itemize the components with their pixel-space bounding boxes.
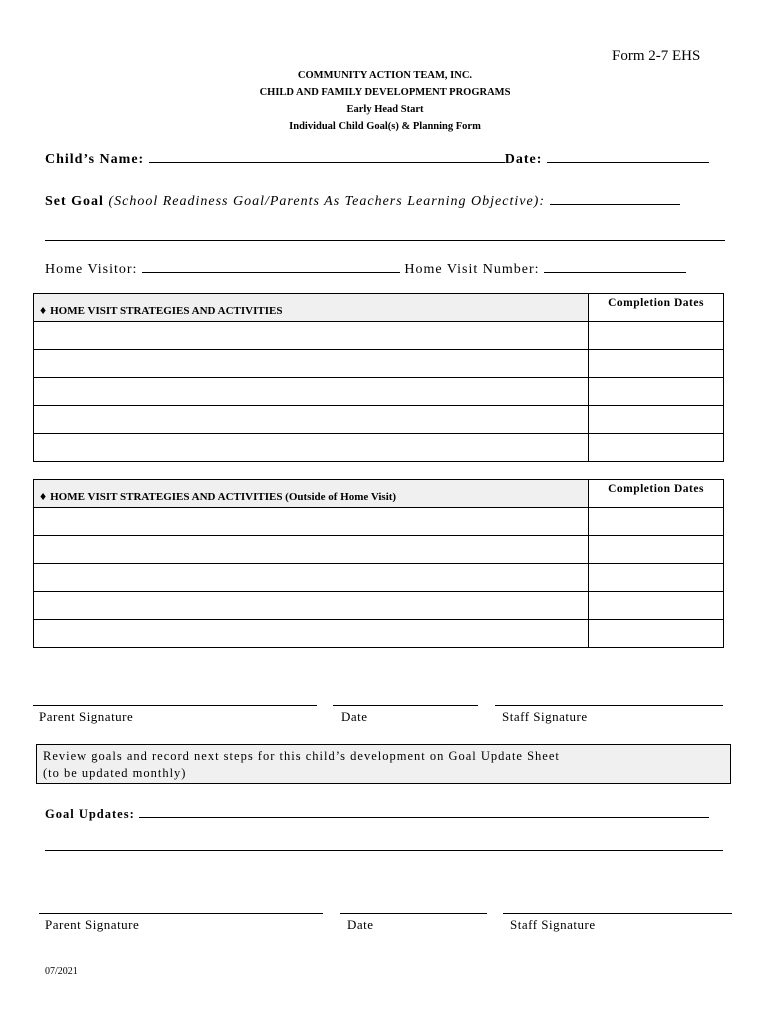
table-header-row (34, 294, 724, 322)
review-note-line2: (to be updated monthly) (43, 766, 187, 780)
date-signature-line-2[interactable] (340, 913, 487, 914)
table-row (34, 350, 724, 378)
home-visit-number-label: Home Visit Number: (404, 262, 540, 277)
child-name-field[interactable] (149, 150, 505, 163)
home-visit-number-field[interactable] (544, 260, 686, 273)
activity-cell[interactable] (34, 434, 589, 462)
completion-dates-header: Completion Dates (589, 294, 724, 322)
set-goal-label: Set Goal (45, 194, 104, 209)
parent-signature-label: Parent Signature (39, 709, 134, 724)
table-row (34, 434, 724, 462)
date-field[interactable] (547, 150, 709, 163)
parent-signature-line[interactable] (33, 705, 317, 706)
completion-date-cell[interactable] (589, 378, 724, 406)
date-label: Date: (504, 152, 543, 167)
activity-cell[interactable] (34, 378, 589, 406)
set-goal-row (45, 192, 680, 210)
outside-activities-header (34, 480, 589, 508)
activity-cell[interactable] (34, 406, 589, 434)
table-row (34, 620, 724, 648)
activity-cell[interactable] (34, 592, 589, 620)
activity-cell[interactable] (34, 508, 589, 536)
set-goal-field-continued[interactable] (45, 240, 725, 241)
revision-date: 07/2021 (45, 966, 78, 977)
organization-name: COMMUNITY ACTION TEAM, INC. (297, 70, 473, 81)
review-note-line1: Review goals and record next steps for this child’s development on Goal Update Sheet (43, 749, 560, 763)
table-row (34, 406, 724, 434)
home-visitor-label: Home Visitor: (45, 262, 138, 277)
home-visit-activities-table (33, 293, 724, 462)
goal-updates-row (45, 805, 709, 822)
activity-cell[interactable] (34, 350, 589, 378)
date-signature-label: Date (341, 709, 368, 724)
table-header-row (34, 480, 724, 508)
completion-date-cell[interactable] (589, 406, 724, 434)
parent-signature-line-2[interactable] (39, 913, 323, 914)
review-note-box (36, 744, 731, 784)
diamond-icon: ♦ (40, 303, 47, 317)
goal-updates-field-continued[interactable] (45, 850, 723, 851)
staff-signature-label: Staff Signature (502, 709, 588, 724)
table-row (34, 322, 724, 350)
date-signature-line[interactable] (333, 705, 478, 706)
parent-signature-label-2: Parent Signature (45, 917, 140, 932)
child-name-label: Child’s Name: (45, 152, 145, 167)
table-row (34, 508, 724, 536)
form-title: Individual Child Goal(s) & Planning Form (289, 121, 481, 132)
diamond-icon: ♦ (40, 489, 47, 503)
outside-activities-header-label: HOME VISIT STRATEGIES AND ACTIVITIES (Outside of Home Visit) (50, 491, 397, 503)
completion-date-cell[interactable] (589, 434, 724, 462)
child-name-row (45, 150, 709, 168)
set-goal-field[interactable] (550, 192, 680, 205)
form-header (0, 67, 770, 135)
outside-visit-activities-table (33, 479, 724, 648)
activity-cell[interactable] (34, 536, 589, 564)
completion-date-cell[interactable] (589, 322, 724, 350)
activity-cell[interactable] (34, 322, 589, 350)
completion-date-cell[interactable] (589, 536, 724, 564)
completion-date-cell[interactable] (589, 350, 724, 378)
table-row (34, 378, 724, 406)
completion-date-cell[interactable] (589, 592, 724, 620)
table-row (34, 592, 724, 620)
goal-updates-field[interactable] (139, 805, 709, 818)
set-goal-hint: (School Readiness Goal/Parents As Teachers Learning Objective): (108, 194, 545, 209)
date-signature-label-2: Date (347, 917, 374, 932)
completion-date-cell[interactable] (589, 564, 724, 592)
completion-date-cell[interactable] (589, 508, 724, 536)
activities-header-label: HOME VISIT STRATEGIES AND ACTIVITIES (50, 305, 283, 317)
completion-dates-header: Completion Dates (589, 480, 724, 508)
completion-date-cell[interactable] (589, 620, 724, 648)
table-row (34, 564, 724, 592)
program-subtitle: Early Head Start (346, 104, 424, 115)
activity-cell[interactable] (34, 620, 589, 648)
staff-signature-label-2: Staff Signature (510, 917, 596, 932)
form-number: Form 2-7 EHS (612, 48, 701, 64)
activity-cell[interactable] (34, 564, 589, 592)
staff-signature-line-2[interactable] (503, 913, 732, 914)
goal-updates-label: Goal Updates: (45, 807, 135, 821)
table-row (34, 536, 724, 564)
activities-header (34, 294, 589, 322)
program-name: CHILD AND FAMILY DEVELOPMENT PROGRAMS (259, 87, 511, 98)
home-visitor-field[interactable] (142, 260, 400, 273)
staff-signature-line[interactable] (495, 705, 723, 706)
home-visitor-row (45, 260, 686, 278)
